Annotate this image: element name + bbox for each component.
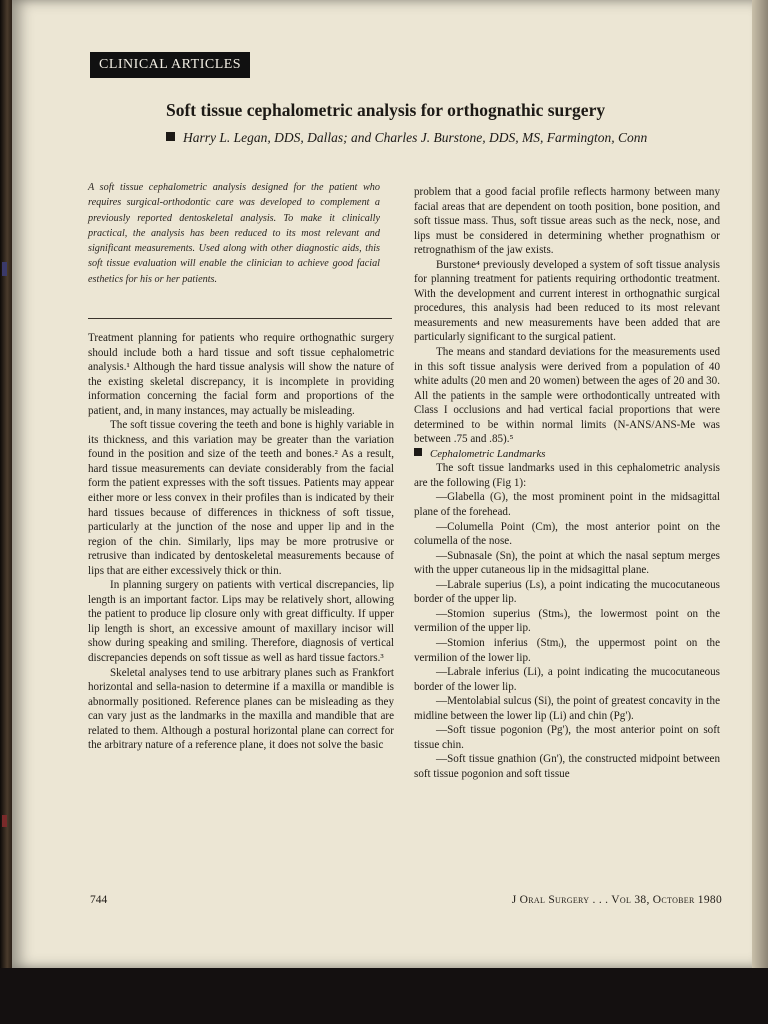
landmark-item: —Labrale inferius (Li), a point indicating the mucocutaneous border of the lower lip.	[414, 666, 720, 693]
paragraph: The means and standard deviations for the measurements used in this soft tissue analysis were derived from a population of 40 white adults (20 men and 20 women) between the ages of 20 and 30. All the patients in the sample were orthodontically untreated with Class I occlusions and had vertical facial proportions that were determined to be within normal limits (N-ANS/ANS-Me was between .75 and .85).⁵	[414, 346, 720, 446]
subheading-text: Cephalometric Landmarks	[430, 447, 546, 460]
author-line	[166, 130, 726, 146]
landmark-item: —Columella Point (Cm), the most anterior point on the columella of the nose.	[414, 520, 720, 548]
paragraph: problem that a good facial profile reflects harmony between many facial areas that are dependent on tooth position, bone position, and soft tissue mass. Thus, soft tissue areas such as the neck, nose, and lips must be considered in determining whether prognathism or retrognathism of the jaw exists.	[414, 186, 720, 257]
paragraph: The soft tissue covering the teeth and bone is highly variable in its thickness, and this variation may be greater than the variation found in the position and size of the teeth and bones.² As a result, hard tissue measurements can deviate considerably from the facial form the patient expresses with the soft tissues. Patients may appear either more or less convex in their profiles than is indicated by their hard tissues because of differences in thickness of soft tissue, particularly at the junction of the nose and upper lip and in the region of the chin. Similarly, lips may be more protrusive or retrusive than indicated by dentoskeletal measurements because of lips that are either excessively thick or thin.	[88, 419, 394, 577]
landmark-item: —Soft tissue gnathion (Gn'), the constructed midpoint between soft tissue pogonion and soft tissue	[414, 753, 720, 780]
right-column	[414, 185, 720, 781]
paragraph: Burstone⁴ previously developed a system of soft tissue analysis for planning treatment for patients requiring orthodontic treatment. With the development and current interest in orthognathic surgical procedures, this analysis had been reduced to its most relevant measurements and new measurements have been added that are particularly significant to the surgical patient.	[414, 258, 720, 344]
paragraph: Skeletal analyses tend to use arbitrary planes such as Frankfort horizontal and sella-nasion to determine if a maxilla or mandible is abnormally positioned. Reference planes can be misleading as they can vary just as the landmarks in the maxilla and mandible that are related to them. Although a postural horizontal plane can correct for the arbitrary nature of a reference plane, it does not solve the basic	[88, 666, 394, 752]
landmark-item: —Stomion inferius (Stmᵢ), the uppermost point on the vermilion of the lower lip.	[414, 636, 720, 664]
margin-mark	[2, 262, 7, 276]
landmark-item: —Labrale superius (Ls), a point indicating the mucocutaneous border of the upper lip.	[414, 578, 720, 606]
abstract-divider	[88, 318, 392, 319]
landmark-item: —Glabella (G), the most prominent point in the midsagittal plane of the forehead.	[414, 491, 720, 519]
landmark-item: —Mentolabial sulcus (Si), the point of greatest concavity in the midline between the lower lip (Li) and chin (Pg').	[414, 695, 720, 722]
landmark-item: —Stomion superius (Stmₛ), the lowermost point on the vermilion of the upper lip.	[414, 607, 720, 635]
article-title: Soft tissue cephalometric analysis for orthognathic surgery	[166, 100, 606, 120]
left-column	[88, 331, 394, 753]
authors-text: Harry L. Legan, DDS, Dallas; and Charles J. Burstone, DDS, MS, Farmington, Conn	[183, 130, 648, 145]
journal-citation: J Oral Surgery . . . Vol 38, October 1980	[511, 894, 722, 906]
square-bullet-icon	[414, 448, 422, 456]
landmark-item: —Soft tissue pogonion (Pg'), the most anterior point on soft tissue chin.	[414, 724, 720, 751]
book-spine	[0, 0, 12, 975]
abstract: A soft tissue cephalometric analysis designed for the patient who requires surgical-orthodontic care was developed to complement a previously reported dentoskeletal analysis. To make it clinically practical, the analysis has been reduced to its most relevant and significant measurements. Used along with other diagnostic aids, this soft tissue evaluation will enable the clinician to achieve good facial esthetics for his or her patients.	[88, 182, 380, 285]
section-label: CLINICAL ARTICLES	[90, 52, 250, 78]
page-edge	[752, 0, 768, 975]
paragraph: Treatment planning for patients who require orthognathic surgery should include both a hard tissue and soft tissue cephalometric analysis.¹ Although the hard tissue analysis will show the nature of the existing skeletal discrepancy, it is incomplete in providing information concerning the facial form and proportions of the patient, and, in many instances, may actually be misleading.	[88, 332, 394, 417]
square-bullet-icon	[166, 132, 175, 141]
landmark-item: —Subnasale (Sn), the point at which the nasal septum merges with the upper cutaneous lip in the midsagittal plane.	[414, 549, 720, 577]
paragraph: The soft tissue landmarks used in this cephalometric analysis are the following (Fig 1):	[414, 462, 720, 489]
paragraph: In planning surgery on patients with vertical discrepancies, lip length is an important factor. Lips may be relatively short, allowing the patient to produce lip closure only with great difficulty. If upper lip length is short, an excessive amount of maxillary incisor will show during speaking and smiling. Therefore, diagnosis of vertical discrepancies depends on soft tissue as well as hard tissue factors.³	[88, 579, 394, 665]
page-number: 744	[90, 894, 108, 906]
scan-background	[0, 968, 768, 1024]
subheading	[414, 447, 720, 462]
margin-mark	[2, 815, 7, 827]
